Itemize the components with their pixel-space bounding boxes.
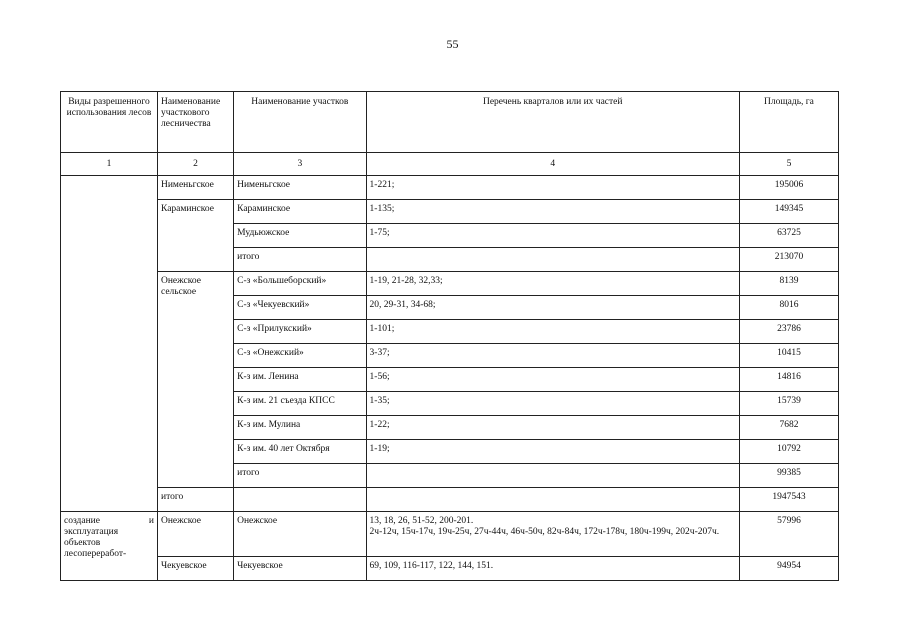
forestry-cell: Караминское — [157, 200, 233, 272]
quarters-cell: 1-75; — [366, 224, 739, 248]
header-use-type: Виды разрешенного использования лесов — [61, 92, 158, 153]
page-number: 55 — [446, 37, 459, 51]
area-cell: 99385 — [739, 464, 838, 488]
quarters-cell: 1-221; — [366, 176, 739, 200]
site-cell: Караминское — [234, 200, 366, 224]
quarters-cell: 3-37; — [366, 344, 739, 368]
area-cell: 94954 — [739, 557, 838, 581]
table-row — [61, 176, 839, 200]
quarters-cell: 1-19; — [366, 440, 739, 464]
site-cell: Чекуевское — [234, 557, 366, 581]
forest-use-table — [60, 91, 839, 581]
quarters-cell: 1-35; — [366, 392, 739, 416]
total-label: итого — [157, 488, 233, 512]
header-site: Наименование участков — [234, 92, 366, 153]
use-type-word: создание — [64, 516, 100, 526]
forestry-cell: Нименьгское — [157, 176, 233, 200]
site-cell: С-з «Прилукский» — [234, 320, 366, 344]
site-cell: К-з им. 21 съезда КПСС — [234, 392, 366, 416]
quarters-cell — [366, 512, 739, 557]
quarters-cell: 1-56; — [366, 368, 739, 392]
quarters-cell — [366, 464, 739, 488]
header-forestry: Наименование участкового лесничества — [157, 92, 233, 153]
use-type-text: эксплуатация объектов лесопереработ- — [64, 527, 127, 559]
area-cell: 10792 — [739, 440, 838, 464]
col-number: 5 — [739, 153, 838, 176]
site-cell: С-з «Онежский» — [234, 344, 366, 368]
site-cell: К-з им. 40 лет Октября — [234, 440, 366, 464]
col-number: 4 — [366, 153, 739, 176]
subtotal-label: итого — [234, 248, 366, 272]
col-number: 2 — [157, 153, 233, 176]
table-row — [61, 488, 839, 512]
quarters-cell: 1-135; — [366, 200, 739, 224]
quarters-cell: 1-101; — [366, 320, 739, 344]
site-cell: С-з «Чекуевский» — [234, 296, 366, 320]
col-number: 1 — [61, 153, 158, 176]
area-cell: 8139 — [739, 272, 838, 296]
forestry-cell: Онежское — [157, 512, 233, 557]
area-cell: 8016 — [739, 296, 838, 320]
column-number-row — [61, 153, 839, 176]
col-number: 3 — [234, 153, 366, 176]
site-cell: К-з им. Ленина — [234, 368, 366, 392]
use-type-word: и — [148, 516, 154, 526]
quarters-line: 13, 18, 26, 51-52, 200-201. — [369, 516, 474, 526]
forestry-cell: Онежское сельское — [157, 272, 233, 488]
quarters-cell — [366, 488, 739, 512]
quarters-cell: 1-19, 21-28, 32,33; — [366, 272, 739, 296]
table-row — [61, 200, 839, 224]
quarters-cell: 1-22; — [366, 416, 739, 440]
area-cell: 213070 — [739, 248, 838, 272]
table-row — [61, 512, 839, 557]
area-cell: 149345 — [739, 200, 838, 224]
header-quarters: Перечень кварталов или их частей — [366, 92, 739, 153]
area-cell: 10415 — [739, 344, 838, 368]
site-cell: Нименьгское — [234, 176, 366, 200]
area-cell: 63725 — [739, 224, 838, 248]
subtotal-label: итого — [234, 464, 366, 488]
area-cell: 195006 — [739, 176, 838, 200]
table-row — [61, 272, 839, 296]
table-header-row — [61, 92, 839, 153]
quarters-cell: 69, 109, 116-117, 122, 144, 151. — [366, 557, 739, 581]
quarters-cell: 20, 29-31, 34-68; — [366, 296, 739, 320]
area-cell: 57996 — [739, 512, 838, 557]
area-cell: 7682 — [739, 416, 838, 440]
area-cell: 23786 — [739, 320, 838, 344]
site-cell: Онежское — [234, 512, 366, 557]
site-cell: С-з «Большеборский» — [234, 272, 366, 296]
quarters-cell — [366, 248, 739, 272]
use-type-cell-empty — [61, 176, 158, 512]
area-cell: 14816 — [739, 368, 838, 392]
site-cell: К-з им. Мулина — [234, 416, 366, 440]
area-cell: 15739 — [739, 392, 838, 416]
header-area: Площадь, га — [739, 92, 838, 153]
site-cell: Мудьюжское — [234, 224, 366, 248]
area-cell: 1947543 — [739, 488, 838, 512]
use-type-cell — [61, 512, 158, 581]
site-cell — [234, 488, 366, 512]
forestry-cell: Чекуевское — [157, 557, 233, 581]
table-row — [61, 557, 839, 581]
quarters-line: 2ч-12ч, 15ч-17ч, 19ч-25ч, 27ч-44ч, 46ч-50ч, 82ч-84ч, 172ч-178ч, 180ч-199ч, 202ч-207ч. — [369, 527, 720, 537]
